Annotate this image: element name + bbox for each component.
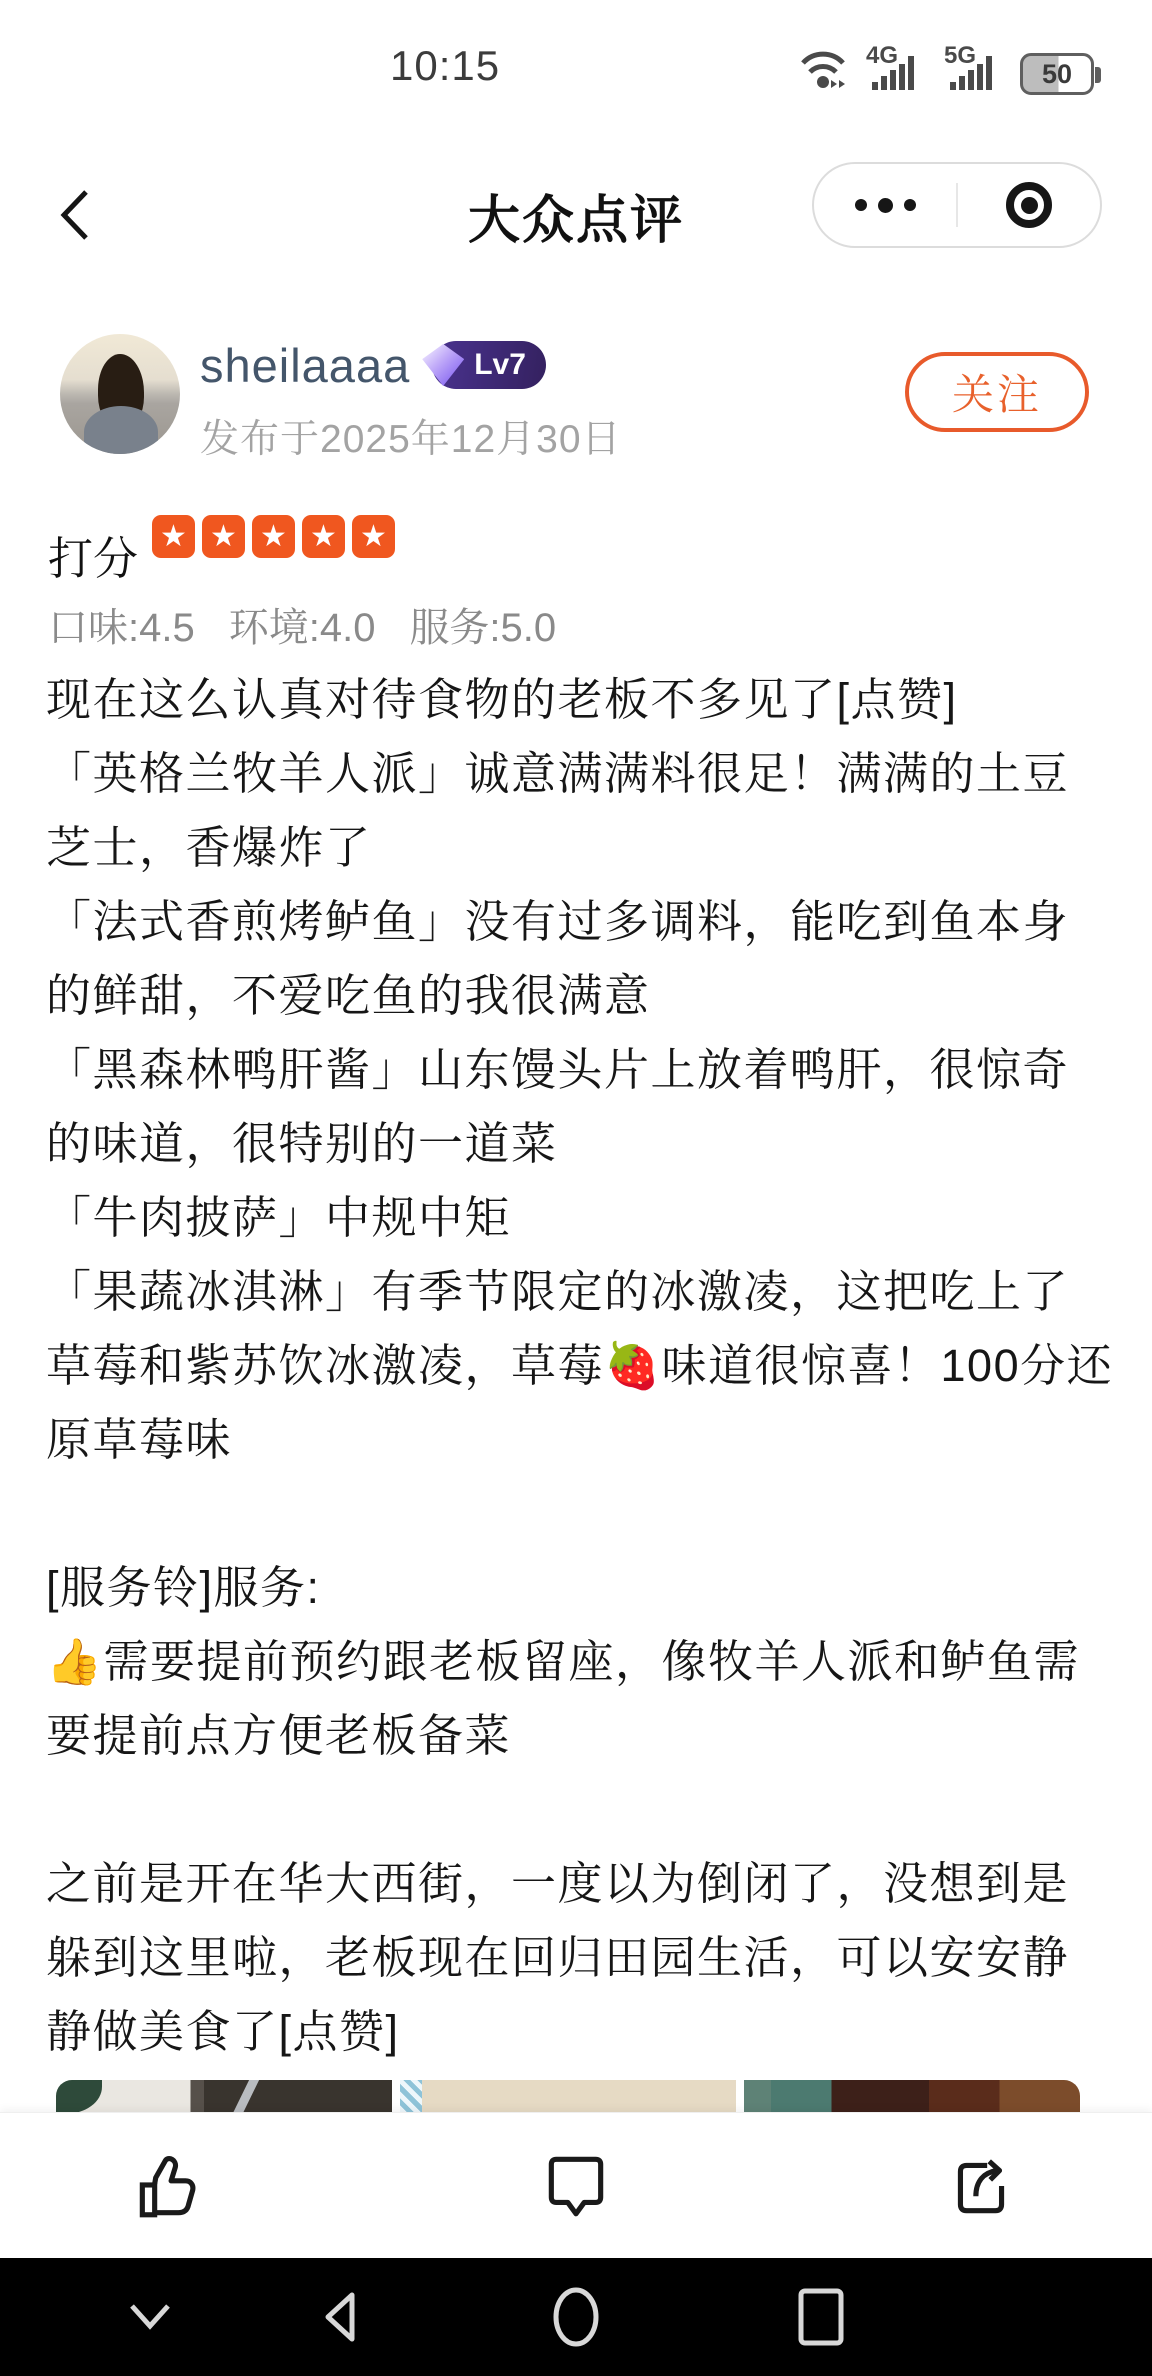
review-paragraph: 「法式香煎烤鲈鱼」没有过多调料，能吃到鱼本身的鲜甜，不爱吃鱼的我很满意 [46,896,1070,1021]
share-button[interactable] [944,2149,1018,2223]
review-paragraph: 「英格兰牧羊人派」诚意满满料很足！满满的土豆芝士，香爆炸了 [46,748,1070,873]
subscore: 环境:4.0 [228,606,376,650]
user-name-line[interactable] [200,336,546,394]
svg-text:5G: 5G [944,44,977,69]
review-text [46,663,1114,2069]
ellipsis-icon [855,198,916,213]
rating-label: 打分 [48,533,139,584]
like-button[interactable] [130,2149,204,2223]
battery-percent: 50 [1041,58,1073,89]
review-paragraph: 「牛肉披萨」中规中矩 [46,1192,512,1243]
thumbs-up-icon [130,2149,204,2223]
star-icon: ★ [252,515,295,558]
miniprogram-capsule [812,162,1102,248]
home-circle-icon [550,2285,602,2349]
follow-button[interactable]: 关注 [905,352,1089,432]
hide-keyboard-button[interactable] [124,2298,176,2341]
more-button[interactable] [814,164,956,246]
android-back-button[interactable] [318,2289,362,2350]
signal-4g-icon [864,44,926,95]
sub-scores [48,596,590,653]
battery-icon [1020,53,1094,95]
stars-row [152,515,395,558]
share-icon [944,2149,1018,2223]
svg-text:4G: 4G [866,44,899,69]
target-circle-icon [1006,182,1052,228]
bottom-toolbar [0,2112,1152,2259]
status-time: 10:15 [390,42,501,89]
comment-button[interactable] [539,2149,613,2223]
avatar[interactable] [60,334,180,454]
recents-square-icon [795,2285,847,2349]
star-icon: ★ [202,515,245,558]
review-paragraph: 「黑森林鸭肝酱」山东馒头片上放着鸭肝，很惊奇的味道，很特别的一道菜 [46,1044,1070,1169]
review-paragraph: 👍需要提前预约跟老板留座，像牧羊人派和鲈鱼需要提前点方便老板备菜 [46,1636,1081,1761]
review-paragraph: 「果蔬冰淇淋」有季节限定的冰激凌，这把吃上了草莓和紫苏饮冰激凌，草莓🍓味道很惊喜！100分还原草莓味 [46,1266,1114,1465]
back-triangle-icon [318,2289,362,2345]
signal-5g-icon [942,44,1004,95]
level-label: Lv7 [474,348,526,381]
username: sheilaaaa [200,338,411,392]
subscore: 服务:5.0 [409,606,557,650]
speech-bubble-icon [539,2149,613,2223]
star-icon: ★ [152,515,195,558]
review-paragraph: [服务铃]服务: [46,1562,321,1613]
review-paragraph: 现在这么认真对待食物的老板不多见了[点赞] [46,674,958,725]
page-title: 大众点评 [467,192,684,250]
star-icon: ★ [302,515,345,558]
minimize-button[interactable] [958,164,1100,246]
status-icons [798,44,1094,95]
android-nav-bar [0,2258,1152,2376]
subscore: 口味:4.5 [48,606,195,650]
user-level-badge [432,341,546,389]
wifi-icon [798,46,848,95]
android-recents-button[interactable] [795,2285,847,2354]
review-paragraph [46,1477,1114,1551]
star-icon: ★ [352,515,395,558]
review-paragraph: 之前是开在华大西街，一度以为倒闭了，没想到是躲到这里啦，老板现在回归田园生活，可以安安静静做美食了[点赞] [46,1858,1070,2057]
android-home-button[interactable] [550,2285,602,2354]
gem-icon [422,344,464,386]
review-paragraph [46,1773,1114,1847]
publish-date: 发布于2025年12月30日 [200,418,622,461]
chevron-down-icon [124,2298,176,2336]
